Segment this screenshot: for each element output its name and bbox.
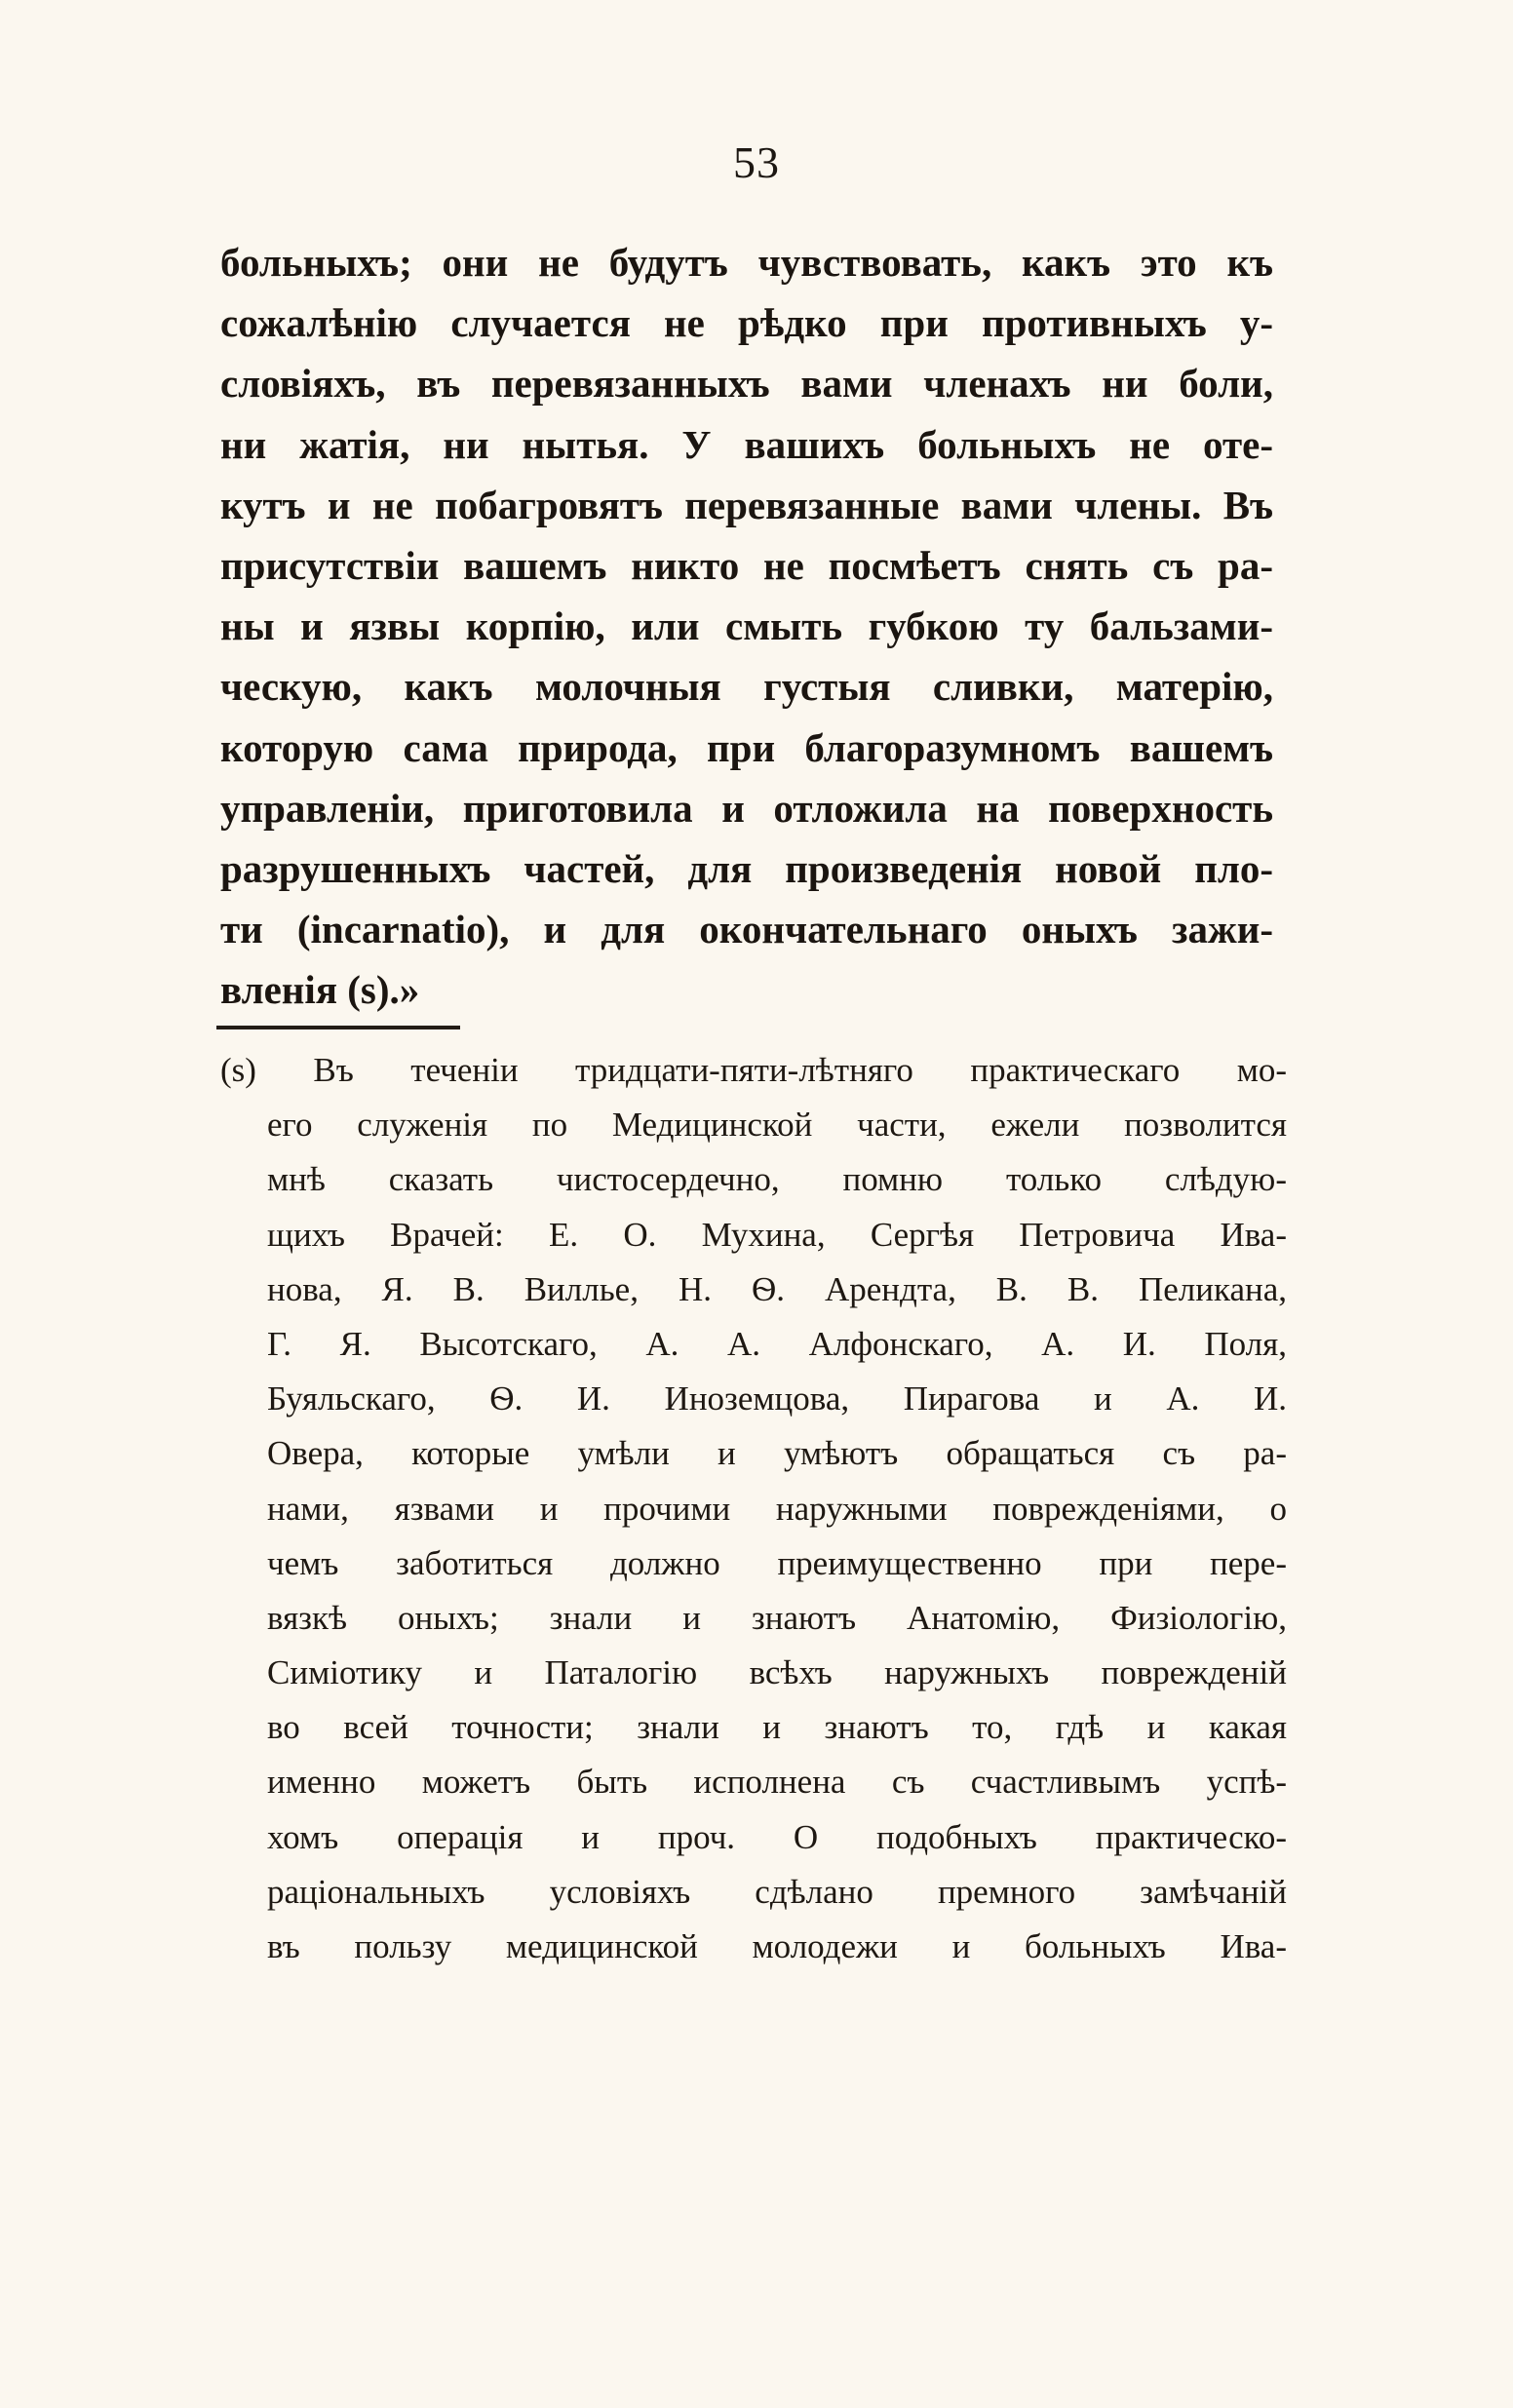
page-number: 53 (733, 137, 780, 187)
main-text-block (220, 232, 1273, 1020)
footnote-line: щихъ Врачей: Е. О. Мухина, Сергѣя Петровича Ива- (267, 1215, 1287, 1254)
footnote-line: мнѣ сказать чистосердечно, помню только слѣдую- (267, 1160, 1287, 1199)
footnote-line: нова, Я. В. Виллье, Н. Ѳ. Арендта, В. В. Пеликана, (267, 1269, 1287, 1308)
main-text-line: сожалѣнію случается не рѣдко при противныхъ у- (220, 300, 1273, 346)
footnote-line: чемъ заботиться должно преимущественно при пере- (267, 1543, 1287, 1582)
footnote-line: Буяльскаго, Ѳ. И. Иноземцова, Пирагова и А. И. (267, 1379, 1287, 1418)
footnote-line: во всей точности; знали и знаютъ то, гдѣ и какая (267, 1708, 1287, 1747)
main-text-line: больныхъ; они не будутъ чувствовать, какъ это къ (220, 240, 1273, 285)
footnote-divider (216, 1026, 460, 1029)
main-text-line: ти (incarnatio), и для окончательнаго оныхъ зажи- (220, 907, 1273, 952)
main-text-line: словіяхъ, въ перевязанныхъ вами членахъ ни боли, (220, 361, 1273, 407)
footnote-line: именно можетъ быть исполнена съ счастливымъ успѣ- (267, 1763, 1287, 1802)
main-text-line: вленія (s).» (220, 967, 420, 1013)
footnote-line: нами, язвами и прочими наружными поврежденіями, о (267, 1489, 1287, 1528)
footnote-line: Овера, которые умѣли и умѣютъ обращаться съ ра- (267, 1434, 1287, 1473)
footnote-block (220, 1043, 1287, 1974)
footnote-line: раціональныхъ условіяхъ сдѣлано премного замѣчаній (267, 1872, 1287, 1911)
footnote-line: (s) Въ теченіи тридцати-пяти-лѣтняго практическаго мо- (220, 1051, 1287, 1089)
main-text-line: разрушенныхъ частей, для произведенія новой пло- (220, 845, 1273, 891)
footnote-line: Симіотику и Паталогію всѣхъ наружныхъ поврежденій (267, 1653, 1287, 1692)
main-text-line: ны и язвы корпію, или смыть губкою ту бальзами- (220, 603, 1273, 649)
footnote-line: его служенія по Медицинской части, ежели позволится (267, 1106, 1287, 1145)
footnote-line: Г. Я. Высотскаго, А. А. Алфонскаго, А. И. Поля, (267, 1324, 1287, 1363)
main-text-line: ни жатія, ни нытья. У вашихъ больныхъ не оте- (220, 421, 1273, 467)
main-text-line: кутъ и не побагровятъ перевязанные вами члены. Въ (220, 482, 1273, 527)
footnote-line: хомъ операція и проч. О подобныхъ практическо- (267, 1817, 1287, 1856)
main-text-line: ческую, какъ молочныя густыя сливки, матерію, (220, 664, 1273, 710)
main-text-line: управленіи, приготовила и отложила на поверхность (220, 785, 1273, 831)
main-text-line: которую сама природа, при благоразумномъ вашемъ (220, 724, 1273, 770)
footnote-line: въ пользу медицинской молодежи и больныхъ Ива- (267, 1927, 1287, 1965)
footnote-line: вязкѣ оныхъ; знали и знаютъ Анатомію, Физіологію, (267, 1598, 1287, 1637)
main-text-line: присутствіи вашемъ никто не посмѣетъ снять съ ра- (220, 542, 1273, 588)
